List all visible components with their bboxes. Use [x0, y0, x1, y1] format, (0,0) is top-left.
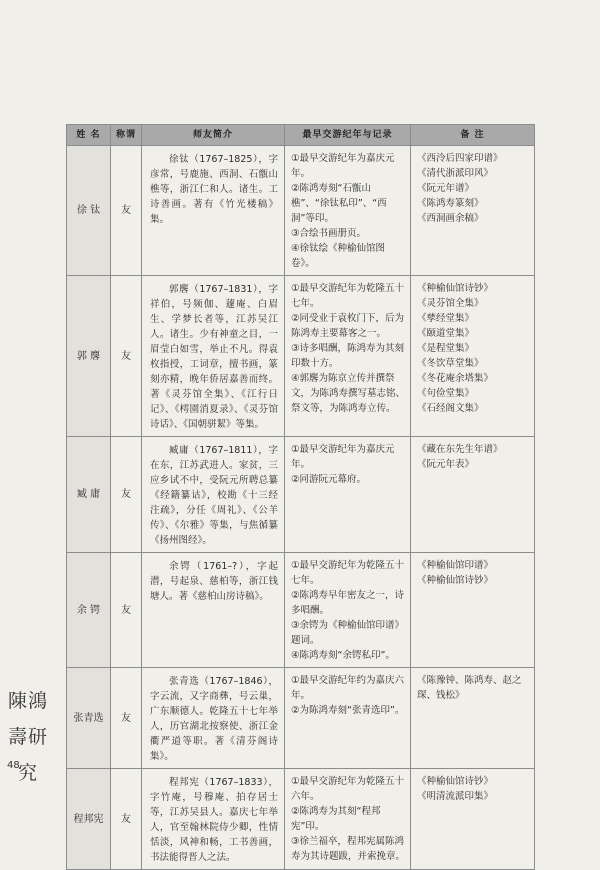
bio-text: 郭麐（1767–1831），字祥伯，号频伽、蘧庵、白眉生、学梦长者等，江苏吴江人。诸生。少有神童之目，一眉莹白如雪，举止不凡。得袁枚指授，工词章，擅书画，篆刻亦精，晚年侨居嘉善而终。著《灵芬馆全集》、《江行日记》、《樗園消夏录》、《灵芬馆诗话》、《国朝骈絜》等集。: [150, 284, 278, 430]
notes-list: [411, 146, 534, 230]
notes-list: [411, 769, 534, 808]
person-name: 张青选: [67, 668, 111, 769]
note-item: 《种榆仙馆诗钞》: [417, 575, 494, 586]
record-item: ②为陈鸿寿刻“张青选印”。: [291, 705, 405, 716]
header-notes: 备 注: [411, 125, 535, 146]
seal-logo: 陳鴻壽研究: [7, 690, 48, 784]
records-list: [285, 553, 410, 667]
record-item: ①最早交游纪年为乾隆五十六年。: [291, 776, 405, 802]
bio-text: 徐钛（1767–1825），字彦常，号鹿施、西洞、石甑山樵等，浙江仁和人。诸生。工诗善画。著有《竹光楼稿》集。: [150, 154, 278, 225]
relation-title: 友: [111, 146, 142, 276]
relation-title: 友: [111, 769, 142, 870]
note-item: 《陈鸿寿篆刻》: [417, 198, 484, 209]
record-item: ①最早交游纪年为嘉庆元年。: [291, 444, 395, 470]
record-item: ②同游阮元幕府。: [291, 474, 367, 485]
note-item: 《冬饮草堂集》: [417, 358, 484, 369]
record-item: ③余锷为《种榆仙馆印谱》题词。: [291, 620, 405, 646]
notes-cell: [411, 668, 535, 769]
notes-list: [411, 553, 534, 592]
table-row: [67, 276, 535, 437]
record-item: ①最早交游纪年为乾隆五十七年。: [291, 560, 405, 586]
header-name: 姓 名: [67, 125, 111, 146]
relation-title: 友: [111, 668, 142, 769]
record-item: ③合绘书画册页。: [291, 228, 367, 239]
table-row: [67, 437, 535, 553]
header-bio: 师友简介: [142, 125, 285, 146]
note-item: 《陈豫钟、陈鸿寿、赵之琛、钱松》: [417, 675, 522, 701]
notes-cell: [411, 146, 535, 276]
records-list: [285, 437, 410, 491]
bio-cell: [142, 668, 285, 769]
notes-cell: [411, 769, 535, 870]
notes-cell: [411, 437, 535, 553]
notes-list: [411, 276, 534, 420]
bio-text: 臧庸（1767–1811），字在东，江苏武进人。家贫，三应乡试不中，受阮元所聘总纂《经籍纂诂》，校勘《十三经注疏》，分任《周礼》、《公羊传》、《尔雅》等集，与焦循纂《扬州图经》。: [150, 445, 278, 546]
note-item: 《西洞画余稿》: [417, 213, 484, 224]
note-item: 《孳经堂集》: [417, 313, 475, 324]
record-item: ③诗多唱酬，陈鸿寿为其刻印数十方。: [291, 343, 405, 369]
note-item: 《冬花庵余塔集》: [417, 373, 494, 384]
bio-cell: [142, 276, 285, 437]
note-item: 《藏在东先生年谱》: [417, 444, 503, 455]
note-item: 《种榆仙馆诗钞》: [417, 283, 494, 294]
friends-table: [66, 124, 535, 870]
note-item: 《明清流派印集》: [417, 791, 494, 802]
record-item: ④陈鸿寿刻“余锷私印”。: [291, 650, 395, 661]
record-item: ②同受业于袁枚门下，后为陈鸿寿主要幕客之一。: [291, 313, 405, 339]
person-name: 徐 钛: [67, 146, 111, 276]
records-cell: [285, 553, 411, 668]
note-item: 《清代浙派印风》: [417, 168, 494, 179]
page-number: 48: [7, 760, 20, 771]
record-item: ④徐钛绘《种榆仙馆图卷》。: [291, 243, 386, 269]
bio-text: 余锷（1761–?），字起潜，号起泉、慈柏等，浙江钱塘人。著《慈柏山房诗稿》。: [150, 561, 278, 602]
notes-list: [411, 437, 534, 476]
records-cell: [285, 146, 411, 276]
records-list: [285, 276, 410, 420]
person-name: 郭 麐: [67, 276, 111, 437]
note-item: 《石经阁文集》: [417, 403, 484, 414]
table-row: [67, 146, 535, 276]
records-cell: [285, 769, 411, 870]
header-title: 称谓: [111, 125, 142, 146]
note-item: 《灵芬馆全集》: [417, 298, 484, 309]
note-item: 《颐道堂集》: [417, 328, 475, 339]
record-item: ④郭麐为陈京立传并撰祭文，为陈鸿寿撰写墓志铭、祭文等，为陈鸿寿立传。: [291, 373, 406, 414]
record-item: ②陈鸿寿刻“石甑山樵”、“徐钛私印”、“西洞”等印。: [291, 183, 387, 224]
table-header-row: [67, 125, 535, 146]
note-item: 《是程堂集》: [417, 343, 475, 354]
records-cell: [285, 437, 411, 553]
table-row: [67, 769, 535, 870]
note-item: 《阮元年谱》: [417, 183, 475, 194]
table-body: [67, 146, 535, 870]
note-item: 《阮元年表》: [417, 459, 475, 470]
table-row: [67, 668, 535, 769]
record-item: ②陈鸿寿早年密友之一，诗多唱酬。: [291, 590, 405, 616]
records-list: [285, 769, 410, 868]
record-item: ①最早交游纪年约为嘉庆六年。: [291, 675, 405, 701]
note-item: 《西泠后四家印谱》: [417, 153, 503, 164]
relation-title: 友: [111, 276, 142, 437]
records-cell: [285, 668, 411, 769]
bio-text: 程邦宪（1767–1833），字竹庵，号穆庵、拍存居士等，江苏吴县人。嘉庆七年举人，官至翰林院侍少卿，性情恬淡，风神和畅，工书善画，书法能得晋人之法。: [150, 777, 278, 863]
record-item: ③徐兰福卒，程邦宪属陈鸿寿为其诗题跋，并索挽章。: [291, 836, 406, 862]
person-name: 程邦宪: [67, 769, 111, 870]
notes-cell: [411, 553, 535, 668]
records-list: [285, 668, 410, 722]
record-item: ②陈鸿寿为其刻“程邦宪”印。: [291, 806, 381, 832]
bio-cell: [142, 553, 285, 668]
bio-cell: [142, 437, 285, 553]
records-cell: [285, 276, 411, 437]
bio-cell: [142, 146, 285, 276]
person-name: 余 锷: [67, 553, 111, 668]
person-name: 臧 庸: [67, 437, 111, 553]
header-records: 最早交游纪年与记录: [285, 125, 411, 146]
bio-cell: [142, 769, 285, 870]
note-item: 《句俭堂集》: [417, 388, 475, 399]
notes-cell: [411, 276, 535, 437]
record-item: ①最早交游纪年为乾隆五十七年。: [291, 283, 405, 309]
table-row: [67, 553, 535, 668]
note-item: 《种榆仙馆诗钞》: [417, 776, 494, 787]
record-item: ①最早交游纪年为嘉庆元年。: [291, 153, 395, 179]
relation-title: 友: [111, 437, 142, 553]
bio-text: 张青选（1767–1846），字云流，又字商彝，号云巢，广东顺德人。乾隆五十七年举人，历官湖北按察使、浙江金衢严道等职。著《清芬阁诗集》。: [150, 676, 278, 762]
records-list: [285, 146, 410, 275]
relation-title: 友: [111, 553, 142, 668]
notes-list: [411, 668, 534, 707]
note-item: 《种榆仙馆印谱》: [417, 560, 494, 571]
